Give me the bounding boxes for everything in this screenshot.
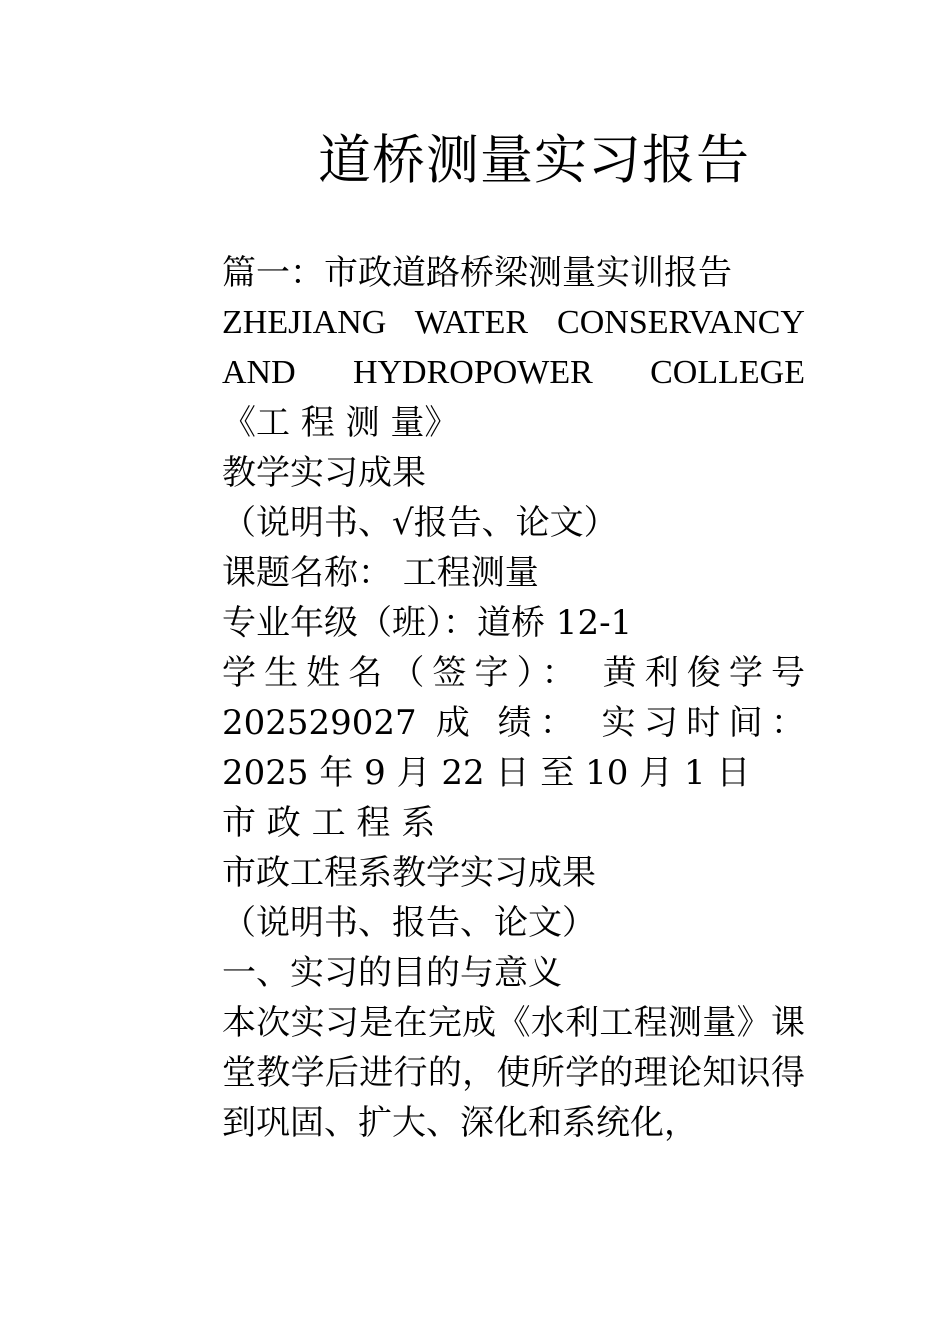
college-name: ZHEJIANG WATER CONSERVANCY AND HYDROPOWER COLLEGE bbox=[222, 304, 805, 391]
document-type-options: （说明书、√报告、论文） bbox=[222, 503, 618, 543]
major-grade: 专业年级（班）：道桥 12-1 bbox=[222, 603, 633, 643]
department-result-label: 市政工程系教学实习成果 bbox=[222, 853, 596, 893]
result-label: 教学实习成果 bbox=[222, 453, 426, 493]
document-title: 道桥测量实习报告 bbox=[318, 130, 750, 191]
topic-name: 课题名称： 工程测量 bbox=[222, 553, 539, 593]
section-one-paragraph: 本次实习是在完成《水利工程测量》课堂教学后进行的，使所学的理论知识得到巩固、扩大、深化和系统化， bbox=[222, 1003, 805, 1143]
department-name: 市 政 工 程 系 bbox=[222, 803, 436, 843]
course-name: 《工 程 测 量》 bbox=[222, 403, 459, 443]
section-heading: 篇一：市政道路桥梁测量实训报告 bbox=[222, 253, 732, 293]
document-type-plain: （说明书、报告、论文） bbox=[222, 903, 596, 943]
document-body bbox=[145, 248, 805, 1148]
student-info: 学生姓名（签字）： 黄利俊学号 202529027 成 绩： 实习时间：2025 年 9 月 22 日 至 10 月 1 日 bbox=[222, 653, 805, 793]
section-one-heading: 一、实习的目的与意义 bbox=[222, 953, 562, 993]
